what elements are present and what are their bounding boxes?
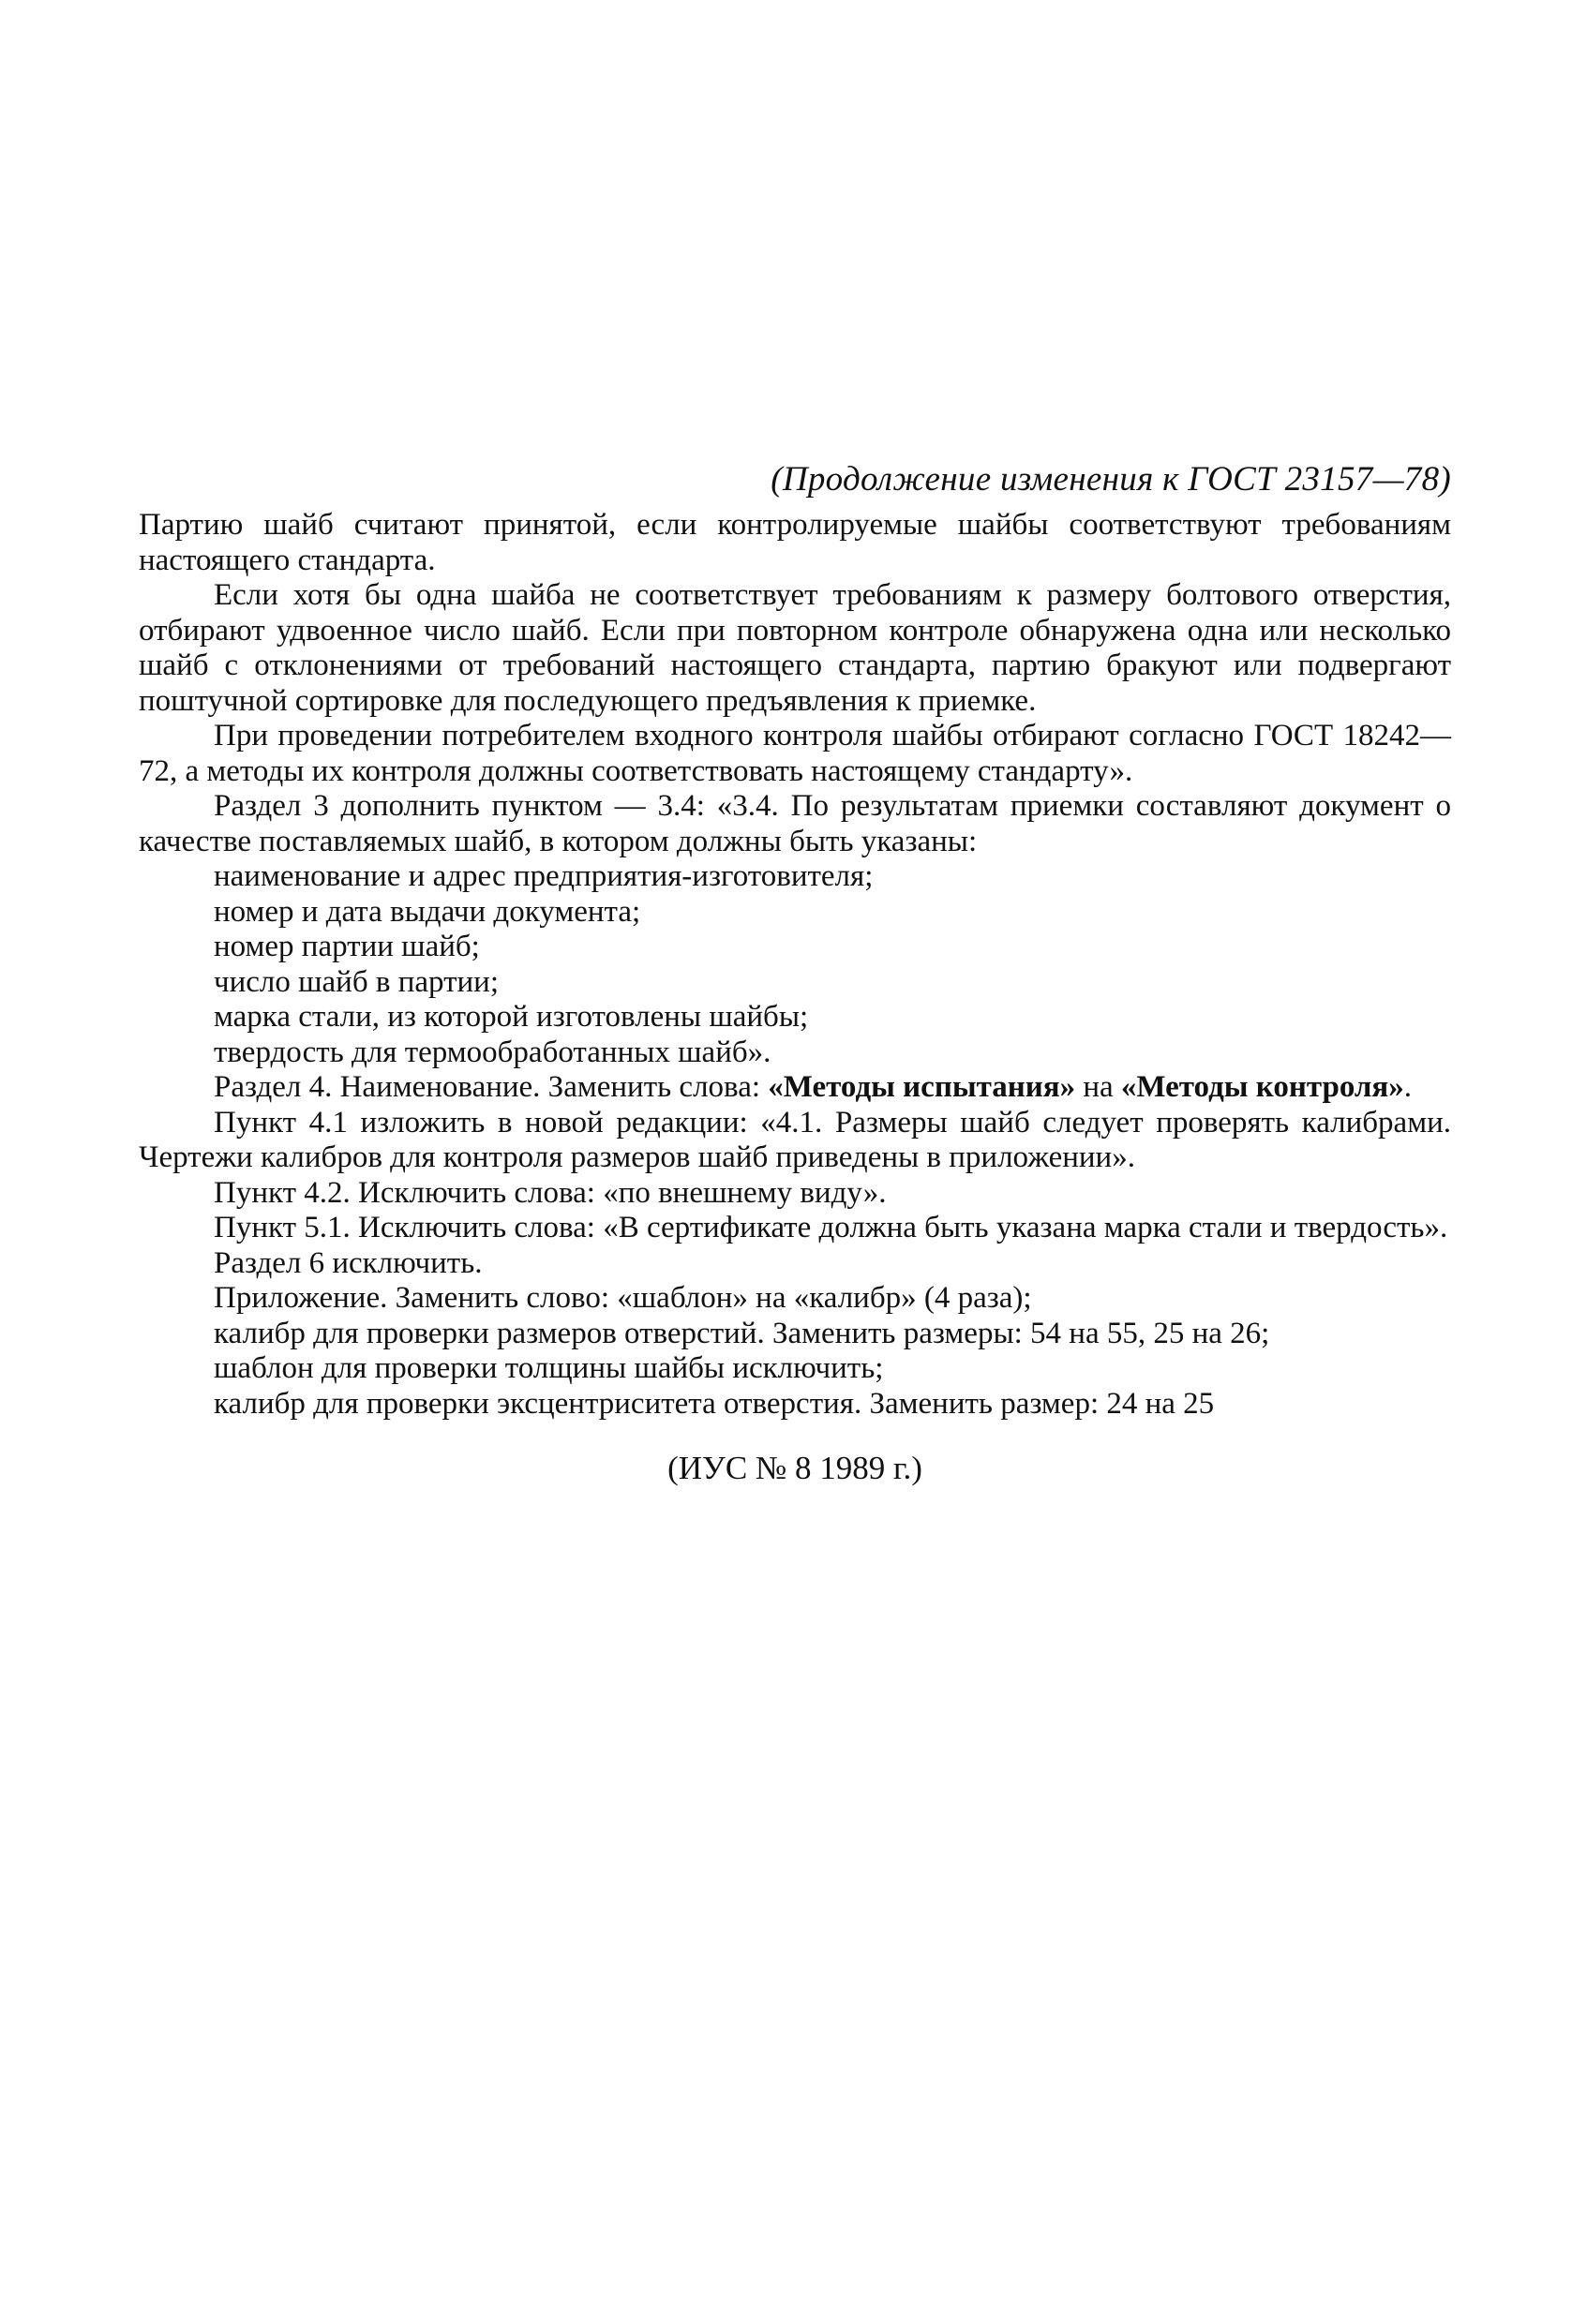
list-item: число шайб в партии;	[214, 964, 499, 999]
document-page	[139, 459, 1451, 1489]
section4-new-title: «Методы контроля»	[1120, 1070, 1404, 1104]
list-item: твердость для термообработанных шайб».	[214, 1035, 771, 1069]
paragraph-rejection: Если хотя бы одна шайба не соответствует требованиям к размеру болтового отверстия, отбирают удвоенное число шайб. Если при повторном контроле обнаружена одна или несколько шайб с отклонениями от требований настоящего стандарта, партию бракуют или подвергают поштучной сортировке для последующего предъявления к приемке.	[139, 578, 1451, 718]
paragraph-acceptance: Партию шайб считают принятой, если контролируемые шайбы соответствуют требованиям настоящего стандарта.	[139, 508, 1451, 577]
paragraph-section6: Раздел 6 исключить.	[214, 1245, 483, 1280]
paragraph-item-4-2: Пункт 4.2. Исключить слова: «по внешнему виду».	[214, 1175, 887, 1210]
paragraph-section3: Раздел 3 дополнить пунктом — 3.4: «3.4. По результатам приемки составляют документ о качестве поставляемых шайб, в котором должны быть указаны:	[139, 789, 1451, 858]
section4-end: .	[1403, 1070, 1413, 1104]
list-item: марка стали, из которой изготовлены шайбы;	[214, 1000, 809, 1034]
section4-old-title: «Методы испытания»	[768, 1070, 1076, 1104]
section4-mid: на	[1075, 1070, 1121, 1104]
paragraph-input-control: При проведении потребителем входного контроля шайбы отбирают согласно ГОСТ 18242—72, а методы их контроля должны соответствовать настоящему стандарту».	[139, 719, 1451, 788]
page-footer: (ИУС № 8 1989 г.)	[667, 1450, 922, 1486]
document-contents-list	[139, 859, 1451, 1070]
paragraph-hole-gauge: калибр для проверки размеров отверстий. Заменить размеры: 54 на 55, 25 на 26;	[214, 1316, 1270, 1350]
list-item: номер и дата выдачи документа;	[214, 894, 641, 929]
paragraph-item-5-1: Пункт 5.1. Исключить слова: «В сертификате должна быть указана марка стали и твердость».	[214, 1211, 1448, 1244]
list-item: наименование и адрес предприятия-изготовителя;	[214, 859, 874, 893]
paragraph-thickness-template: шаблон для проверки толщины шайбы исключить;	[214, 1351, 884, 1385]
paragraph-section4	[139, 1070, 1451, 1106]
paragraph-eccentricity-gauge: калибр для проверки эксцентриситета отверстия. Заменить размер: 24 на 25	[214, 1386, 1215, 1421]
page-header: (Продолжение изменения к ГОСТ 23157—78)	[771, 460, 1451, 499]
paragraph-item-4-1: Пункт 4.1 изложить в новой редакции: «4.1. Размеры шайб следует проверять калибрами. Чертежи калибров для контроля размеров шайб приведены в приложении».	[139, 1105, 1451, 1174]
paragraph-appendix: Приложение. Заменить слово: «шаблон» на «калибр» (4 раза);	[214, 1281, 1032, 1315]
list-item: номер партии шайб;	[214, 930, 480, 963]
section4-prefix: Раздел 4. Наименование. Заменить слова:	[214, 1070, 769, 1104]
